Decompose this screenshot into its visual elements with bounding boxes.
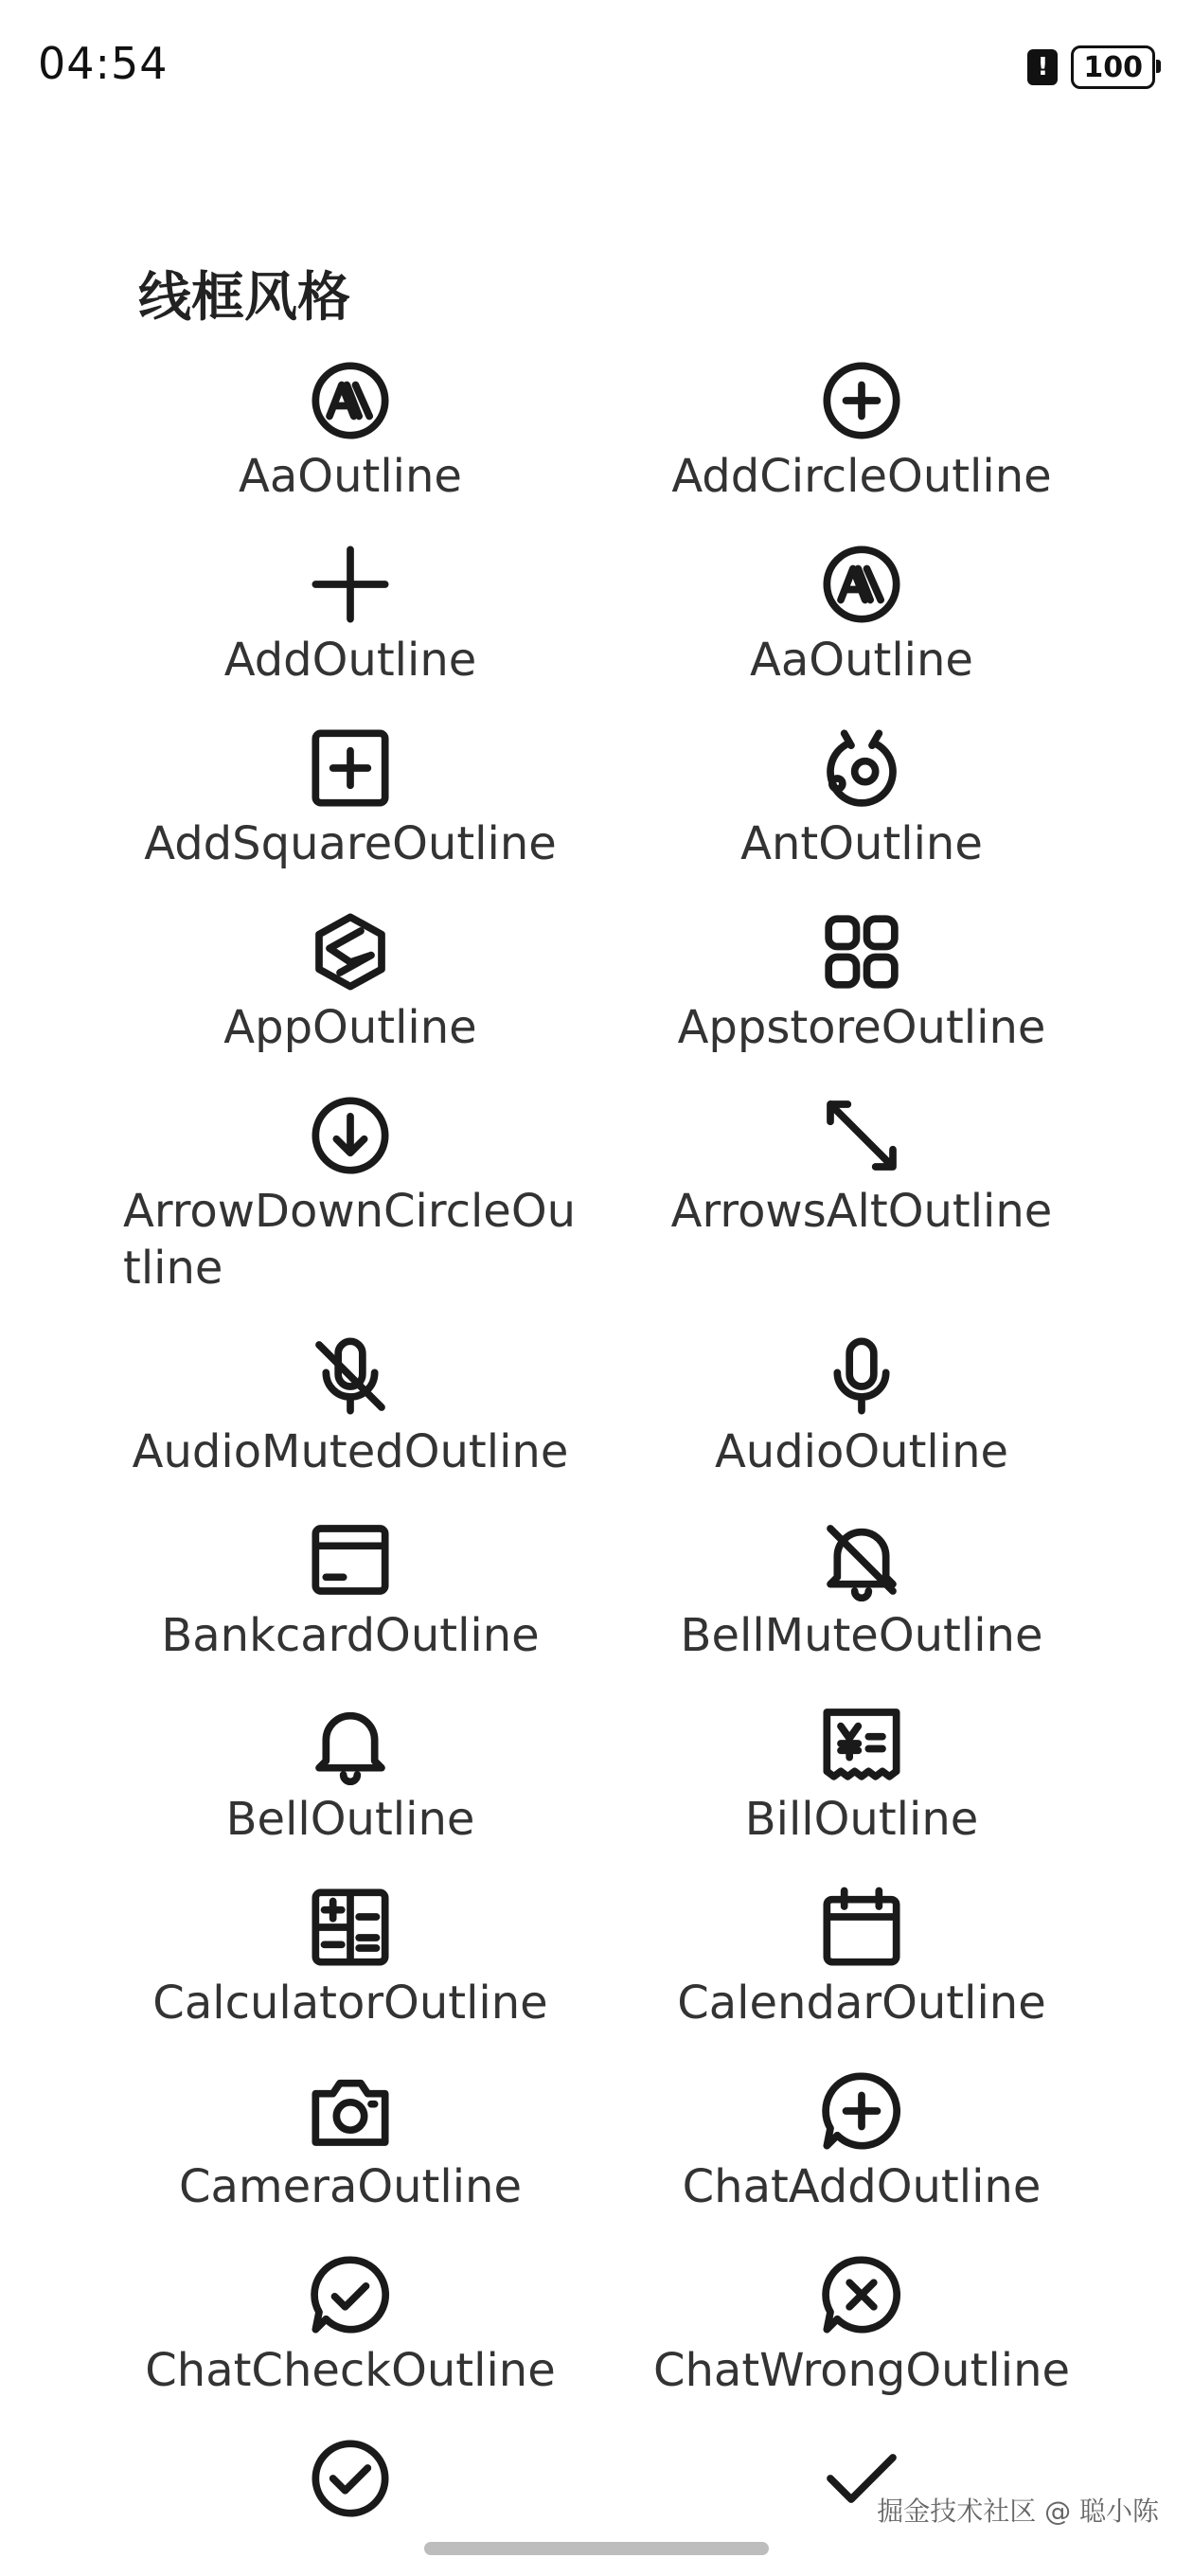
home-indicator[interactable]	[424, 2542, 769, 2555]
icon-label: AppOutline	[223, 1001, 477, 1054]
icon-cell[interactable]	[123, 2249, 578, 2433]
icon-label: ChatCheckOutline	[145, 2344, 556, 2397]
icon-cell[interactable]	[123, 1882, 578, 2066]
icon-cell[interactable]	[615, 1514, 1108, 1698]
add-icon	[305, 539, 396, 630]
status-bar	[0, 0, 1193, 133]
icon-cell[interactable]	[123, 355, 578, 539]
arrows-alt-icon	[816, 1090, 907, 1181]
icon-cell[interactable]	[615, 1090, 1108, 1331]
icon-cell[interactable]	[615, 906, 1108, 1090]
icon-label: AntOutline	[740, 817, 983, 870]
icon-label: AddSquareOutline	[144, 817, 557, 870]
icon-label: AudioOutline	[714, 1425, 1009, 1478]
status-indicators	[1027, 45, 1155, 89]
icon-cell[interactable]	[615, 1882, 1108, 2066]
section-title: 线框风格	[138, 267, 350, 329]
icon-label: AaOutline	[750, 634, 973, 687]
icon-cell[interactable]	[615, 1698, 1108, 1882]
icon-label: ChatAddOutline	[682, 2160, 1042, 2213]
icon-cell[interactable]	[123, 723, 578, 906]
icon-label: AppstoreOutline	[677, 1001, 1046, 1054]
icon-label: ArrowDownCircleOutline	[123, 1185, 577, 1295]
check-circle-icon	[305, 2433, 396, 2524]
battery-icon	[1071, 45, 1155, 89]
add-square-icon	[305, 723, 396, 814]
chat-check-icon	[305, 2249, 396, 2340]
icon-cell[interactable]	[615, 2249, 1108, 2433]
audio-muted-icon	[305, 1331, 396, 1422]
icon-cell[interactable]	[615, 723, 1108, 906]
icon-cell[interactable]	[123, 539, 578, 723]
icon-cell[interactable]	[615, 355, 1108, 539]
icon-label: ChatWrongOutline	[652, 2344, 1071, 2397]
chat-add-icon	[816, 2066, 907, 2156]
icon-cell[interactable]	[123, 1514, 578, 1698]
bell-icon	[305, 1698, 396, 1789]
bankcard-icon	[305, 1514, 396, 1605]
icon-label: BankcardOutline	[161, 1609, 540, 1662]
icon-cell[interactable]	[123, 2066, 578, 2249]
icon-cell[interactable]	[615, 539, 1108, 723]
icon-label: BellMuteOutline	[680, 1609, 1043, 1662]
aa-icon	[305, 355, 396, 446]
camera-icon	[305, 2066, 396, 2156]
icon-cell[interactable]	[123, 2433, 578, 2524]
ant-icon	[816, 723, 907, 814]
calendar-icon	[816, 1882, 907, 1973]
app-icon	[305, 906, 396, 997]
bell-mute-icon	[816, 1514, 907, 1605]
icon-label: BellOutline	[225, 1793, 475, 1846]
icon-label: CalculatorOutline	[152, 1977, 548, 2030]
icon-cell[interactable]	[615, 1331, 1108, 1514]
appstore-icon	[816, 906, 907, 997]
icon-grid	[123, 355, 1108, 2524]
bill-icon	[816, 1698, 907, 1789]
calculator-icon	[305, 1882, 396, 1973]
watermark: 掘金技术社区 @ 聪小陈	[877, 2496, 1159, 2527]
icon-cell[interactable]	[615, 2066, 1108, 2249]
battery-level: 100	[1083, 50, 1143, 84]
arrow-down-circle-icon	[305, 1090, 396, 1181]
aa-icon	[816, 539, 907, 630]
icon-cell[interactable]	[123, 1698, 578, 1882]
icon-label: CameraOutline	[178, 2160, 522, 2213]
icon-cell[interactable]	[123, 1090, 578, 1331]
icon-cell[interactable]	[123, 906, 578, 1090]
icon-cell[interactable]	[123, 1331, 578, 1514]
icon-label: ArrowsAltOutline	[670, 1185, 1053, 1238]
alert-icon: !	[1027, 49, 1058, 85]
icon-label: AudioMutedOutline	[132, 1425, 569, 1478]
icon-label: AddCircleOutline	[671, 450, 1052, 503]
icon-label: BillOutline	[744, 1793, 979, 1846]
icon-label: AddOutline	[223, 634, 477, 687]
add-circle-icon	[816, 355, 907, 446]
status-time: 04:54	[38, 38, 169, 89]
audio-icon	[816, 1331, 907, 1422]
icon-label: CalendarOutline	[677, 1977, 1046, 2030]
chat-wrong-icon	[816, 2249, 907, 2340]
icon-label: AaOutline	[239, 450, 462, 503]
